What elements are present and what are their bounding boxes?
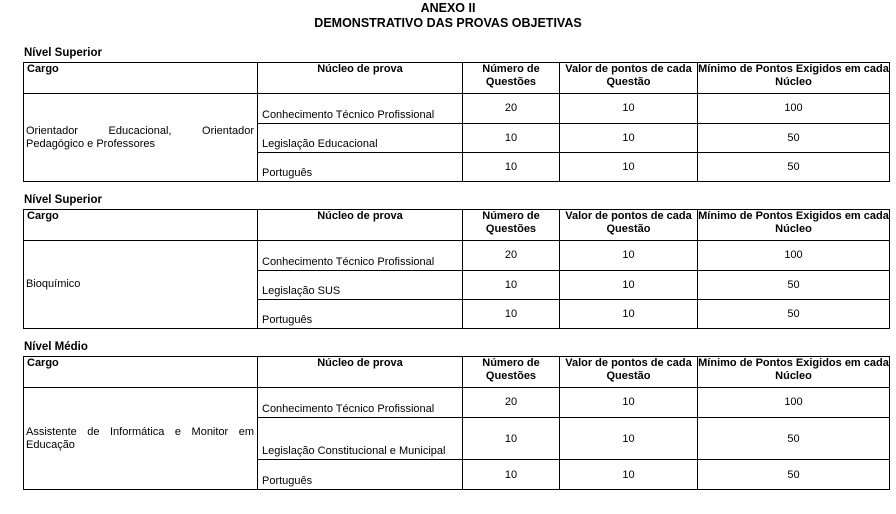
minimo-cell: 100 <box>698 241 890 271</box>
valor-cell: 10 <box>560 124 698 153</box>
valor-cell: 10 <box>560 241 698 271</box>
table-row <box>24 388 890 418</box>
minimo-cell: 50 <box>698 153 890 182</box>
nucleo-cell: Conhecimento Técnico Profissional <box>258 241 463 271</box>
minimo-cell: 100 <box>698 94 890 124</box>
nucleo-cell: Português <box>258 300 463 329</box>
valor-cell: 10 <box>560 388 698 418</box>
questoes-cell: 10 <box>463 124 560 153</box>
column-header-minimo: Mínimo de Pontos Exigidos em cada Núcleo <box>698 210 890 241</box>
table-header-row <box>24 63 890 94</box>
column-header-cargo: Cargo <box>24 63 258 94</box>
nucleo-cell: Português <box>258 460 463 490</box>
table-row <box>24 94 890 124</box>
nucleo-cell: Legislação SUS <box>258 271 463 300</box>
annex-title: ANEXO II <box>420 1 476 15</box>
column-header-valor: Valor de pontos de cada Questão <box>560 63 698 94</box>
table-row <box>24 241 890 271</box>
questoes-cell: 20 <box>463 94 560 124</box>
column-header-questoes: Número de Questões <box>463 357 560 388</box>
questoes-cell: 10 <box>463 300 560 329</box>
nucleo-cell: Legislação Educacional <box>258 124 463 153</box>
minimo-cell: 50 <box>698 300 890 329</box>
section-label: Nível Superior <box>24 194 102 206</box>
minimo-cell: 50 <box>698 460 890 490</box>
questoes-cell: 20 <box>463 241 560 271</box>
column-header-minimo: Mínimo de Pontos Exigidos em cada Núcleo <box>698 63 890 94</box>
questoes-cell: 10 <box>463 271 560 300</box>
nucleo-cell: Conhecimento Técnico Profissional <box>258 388 463 418</box>
questoes-cell: 20 <box>463 388 560 418</box>
valor-cell: 10 <box>560 153 698 182</box>
column-header-valor: Valor de pontos de cada Questão <box>560 357 698 388</box>
valor-cell: 10 <box>560 460 698 490</box>
cargo-cell: Bioquímico <box>24 241 258 329</box>
minimo-cell: 50 <box>698 418 890 460</box>
section-label: Nível Médio <box>24 341 88 353</box>
valor-cell: 10 <box>560 300 698 329</box>
questoes-cell: 10 <box>463 460 560 490</box>
questoes-cell: 10 <box>463 418 560 460</box>
exam-table <box>23 62 890 182</box>
valor-cell: 10 <box>560 94 698 124</box>
valor-cell: 10 <box>560 271 698 300</box>
table-header-row <box>24 210 890 241</box>
annex-subtitle: DEMONSTRATIVO DAS PROVAS OBJETIVAS <box>314 16 582 30</box>
column-header-cargo: Cargo <box>24 210 258 241</box>
column-header-minimo: Mínimo de Pontos Exigidos em cada Núcleo <box>698 357 890 388</box>
nucleo-cell: Conhecimento Técnico Profissional <box>258 94 463 124</box>
column-header-nucleo: Núcleo de prova <box>258 210 463 241</box>
cargo-cell: Orientador Educacional, Orientador Pedagógico e Professores <box>24 94 258 182</box>
section-label: Nível Superior <box>24 47 102 59</box>
column-header-questoes: Número de Questões <box>463 63 560 94</box>
cargo-cell: Assistente de Informática e Monitor em Educação <box>24 388 258 490</box>
minimo-cell: 50 <box>698 271 890 300</box>
column-header-nucleo: Núcleo de prova <box>258 63 463 94</box>
valor-cell: 10 <box>560 418 698 460</box>
column-header-valor: Valor de pontos de cada Questão <box>560 210 698 241</box>
table-header-row <box>24 357 890 388</box>
exam-table <box>23 209 890 329</box>
column-header-nucleo: Núcleo de prova <box>258 357 463 388</box>
minimo-cell: 50 <box>698 124 890 153</box>
column-header-questoes: Número de Questões <box>463 210 560 241</box>
nucleo-cell: Português <box>258 153 463 182</box>
minimo-cell: 100 <box>698 388 890 418</box>
document-header <box>0 0 896 31</box>
nucleo-cell: Legislação Constitucional e Municipal <box>258 418 463 460</box>
questoes-cell: 10 <box>463 153 560 182</box>
exam-table <box>23 356 890 490</box>
column-header-cargo: Cargo <box>24 357 258 388</box>
